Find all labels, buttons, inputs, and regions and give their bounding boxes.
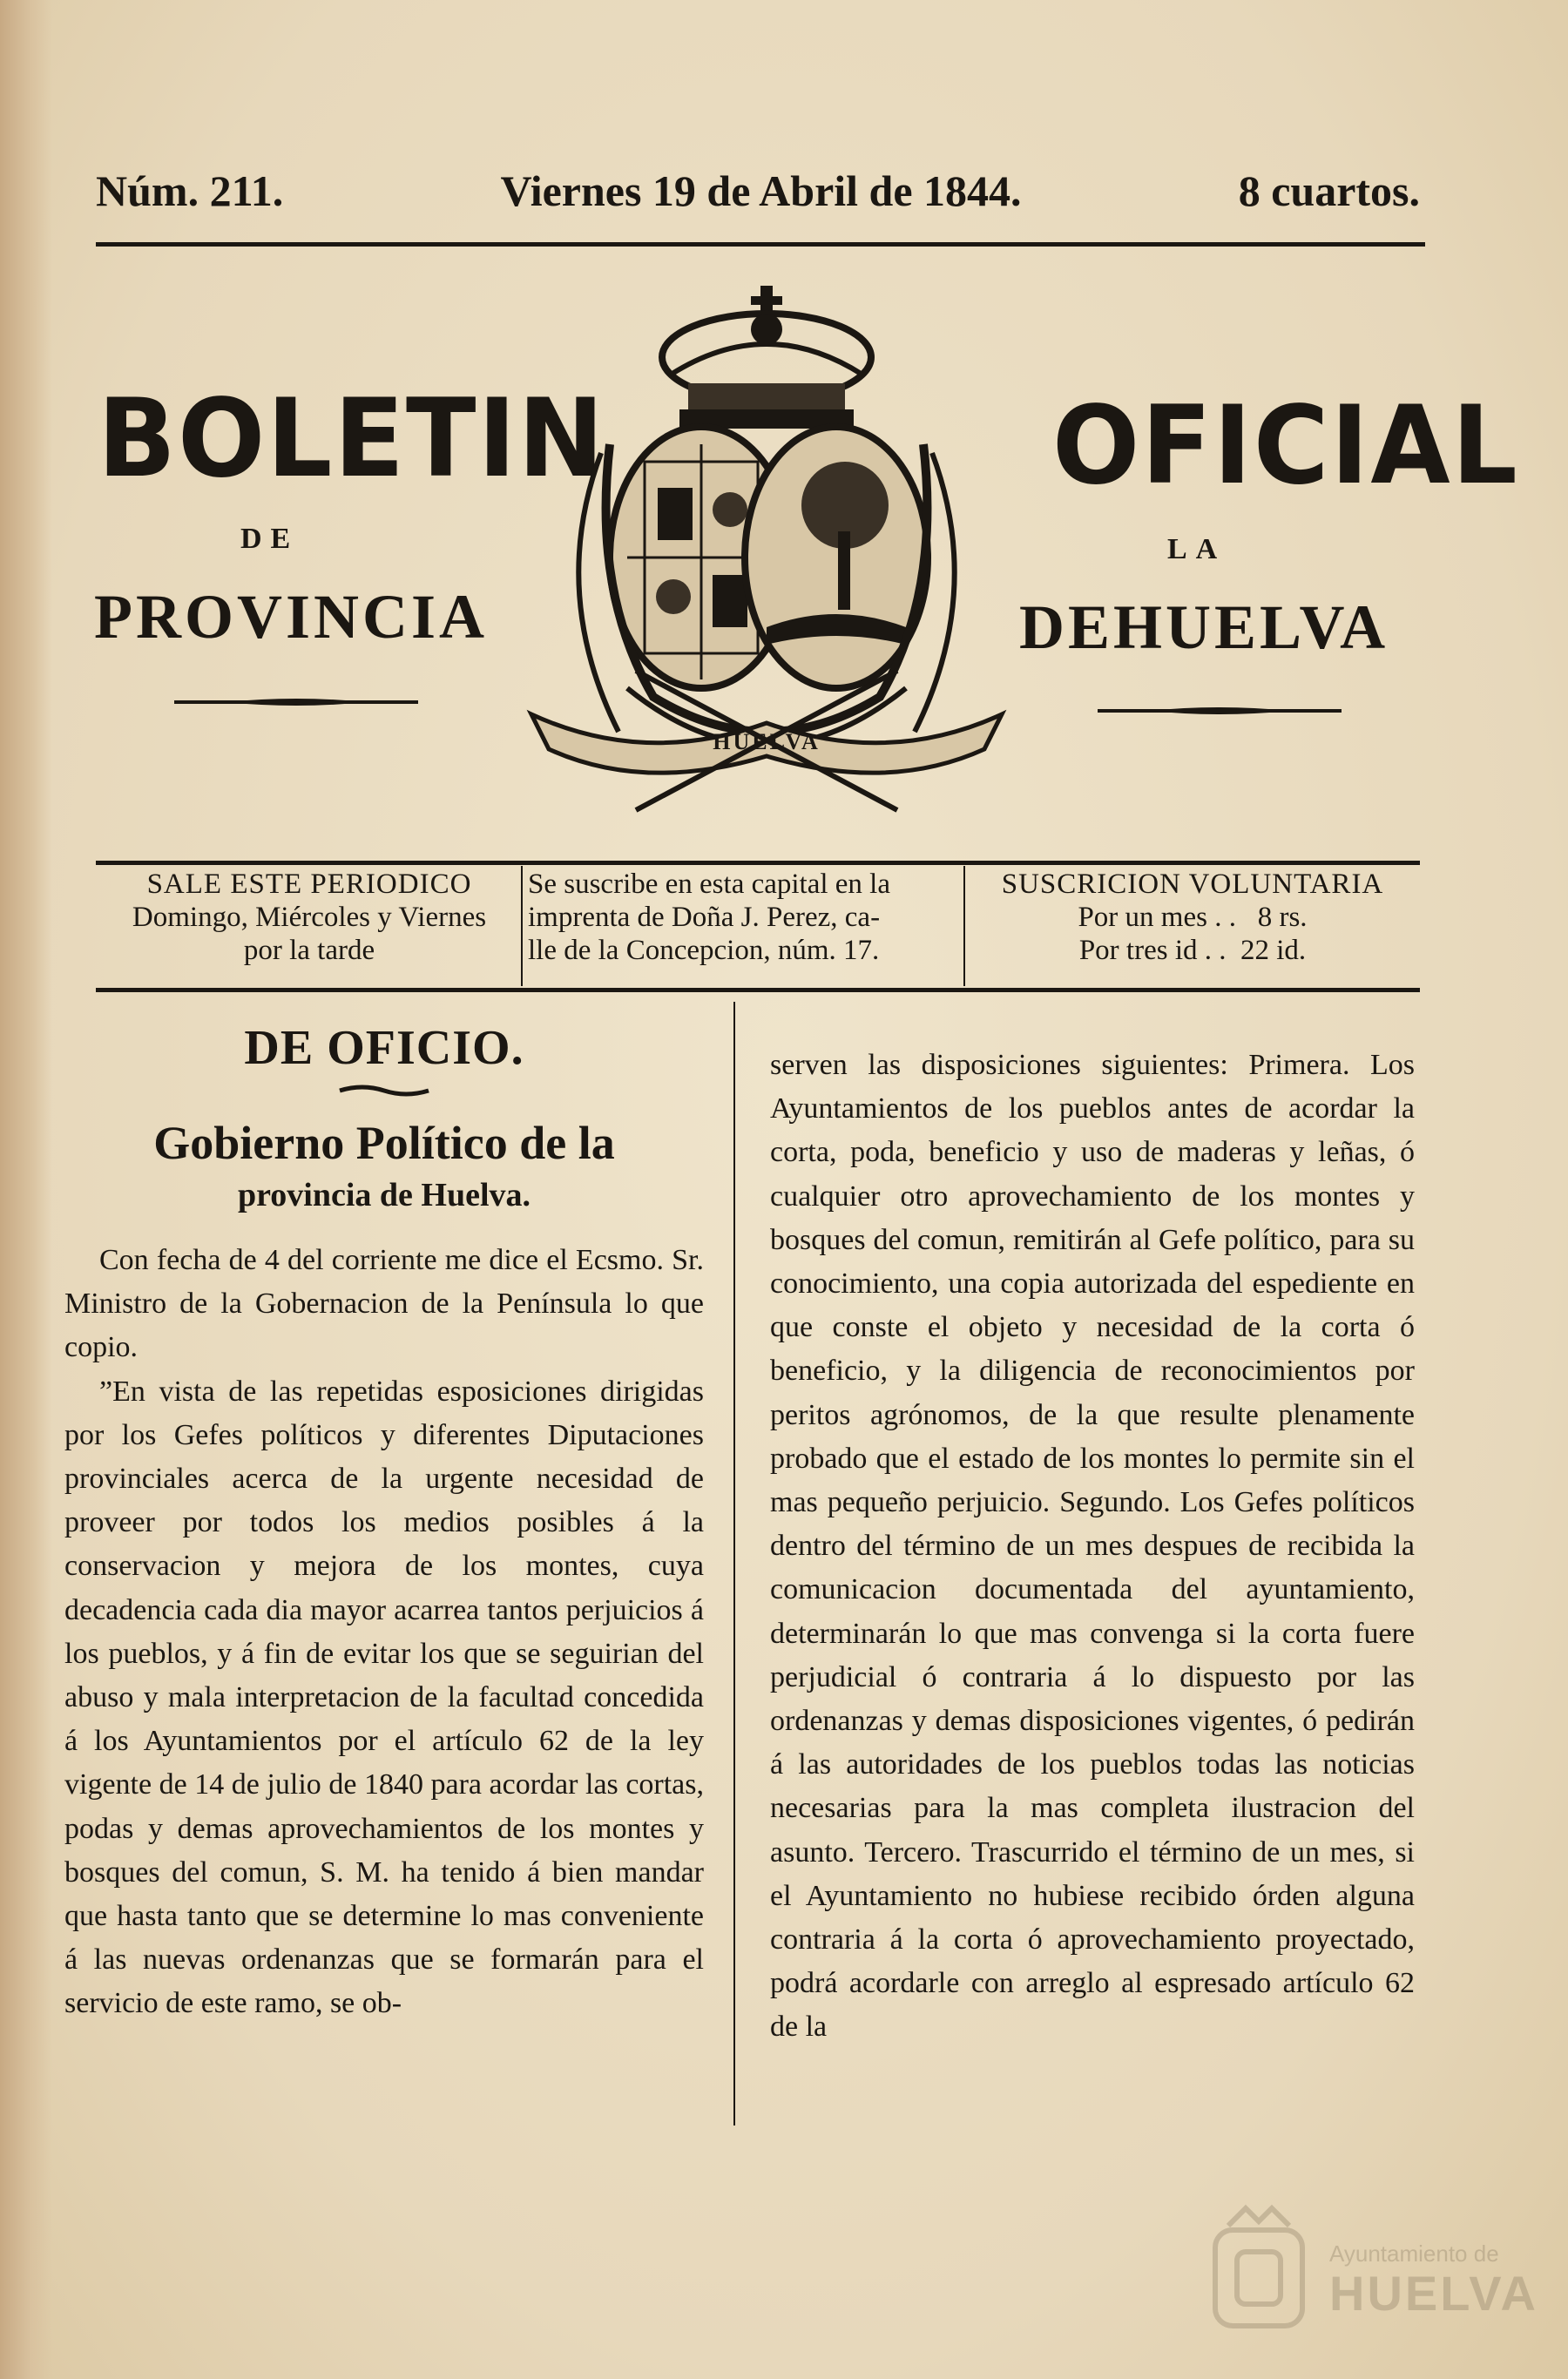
column-divider bbox=[733, 1002, 735, 2126]
masthead-la-right: LA bbox=[1167, 533, 1227, 565]
masthead-de-left: DE bbox=[240, 523, 300, 555]
section-title: DE OFICIO. bbox=[244, 1021, 524, 1075]
watermark-line-1: Ayuntamiento de bbox=[1329, 2240, 1499, 2267]
article-title: Gobierno Político de la bbox=[153, 1117, 615, 1169]
seal-label: HUELVA bbox=[713, 729, 821, 754]
archive-watermark bbox=[1202, 2204, 1538, 2343]
price-three-months: Por tres id . . 22 id. bbox=[1078, 935, 1307, 966]
info-bottom-rule bbox=[96, 988, 1420, 992]
paragraph: serven las disposiciones siguientes: Primera. Los Ayuntamientos de los pueblos antes de acordar la corta, poda, beneficio y uso de maderas y leñas, ó cualquier otro aprovechamiento de los montes y bosques del comun, remitirán al Gefe político, para su conocimiento, una copia autorizada del espediente en que conste el objeto y necesidad de la corta ó beneficio, y la diligencia de reconocimientos por peritos agrónomos, de la que resulte plenamente probado que el estado de los montes lo permite sin el mas pequeño perjuicio. Segundo. Los Gefes políticos dentro del término de un mes despues de recibida la comunicacion documentada del ayuntamiento, determinarán lo que mas convenga si la corta fuere perjudicial ó contraria á lo dispuesto por las ordenanzas y demas disposiciones vigentes, ó pedirán á las autoridades de los pueblos todas las noticias necesarias para la mas completa ilustracion del asunto. Tercero. Trascurrido el término de un mes, si el Ayuntamiento no hubiese recibido órden alguna contraria á la corta ó aprovechamiento proyectado, podrá acordarle con arreglo al espresado artículo 62 de la bbox=[770, 1049, 1415, 2044]
right-flourish bbox=[1098, 702, 1342, 720]
price-month: Por un mes . . 8 rs. bbox=[1078, 902, 1308, 933]
subscription-location bbox=[523, 866, 965, 986]
right-column bbox=[770, 1044, 1415, 2050]
paragraph: Con fecha de 4 del corriente me dice el Ecsmo. Sr. Ministro de la Gobernacion de la Península lo que copio. bbox=[64, 1244, 704, 1364]
subscription-info bbox=[98, 866, 1420, 986]
schedule-days: Domingo, Miércoles y Viernes bbox=[132, 902, 487, 933]
article-subtitle: provincia de Huelva. bbox=[237, 1177, 531, 1213]
header-rule bbox=[96, 242, 1425, 247]
coat-of-arms-icon bbox=[514, 279, 1019, 819]
issue-number: Núm. 211. bbox=[96, 166, 284, 215]
location-line-3: lle de la Concepcion, núm. 17. bbox=[528, 935, 880, 966]
issue-header bbox=[96, 166, 1420, 226]
info-top-rule bbox=[96, 861, 1420, 865]
paragraph: ”En vista de las repetidas esposiciones dirigidas por los Gefes políticos y diferentes Diputaciones provinciales acerca de la urgente necesidad de proveer por todos los medios posibles á la conservacion y mejora de los montes, cuya decadencia cada dia mayor acarrea tantos perjuicios á los pueblos, y á fin de evitar los que se seguirian del abuso y mala interpretacion de la facultad concedida á los Ayuntamientos por el artículo 62 de la ley vigente de 14 de julio de 1840 para acordar las cortas, podas y demas aprovechamientos de los montes y bosques del comun, S. M. ha tenido á bien mandar que hasta tanto que se determine lo mas conveniente á las nuevas ordenanzas que se formarán para el servicio de este ramo, se ob- bbox=[64, 1375, 704, 2020]
page-edge-shadow bbox=[0, 0, 52, 2379]
subscription-prices bbox=[965, 866, 1420, 986]
section-flourish bbox=[336, 1084, 432, 1098]
masthead-boletin: BOLETIN bbox=[98, 375, 606, 502]
city-seal-icon bbox=[1202, 2204, 1315, 2335]
issue-date: Viernes 19 de Abril de 1844. bbox=[500, 166, 1022, 215]
left-flourish bbox=[174, 693, 418, 711]
watermark-line-2: HUELVA bbox=[1329, 2266, 1538, 2321]
prices-heading: SUSCRICION VOLUNTARIA bbox=[1001, 868, 1384, 900]
schedule-heading: SALE ESTE PERIODICO bbox=[146, 868, 472, 900]
masthead-provincia: PROVINCIA bbox=[94, 582, 489, 652]
location-line-2: imprenta de Doña J. Perez, ca- bbox=[528, 902, 881, 933]
location-line-1: Se suscribe en esta capital en la bbox=[528, 868, 890, 900]
masthead-dehuelva: DEHUELVA bbox=[1019, 592, 1389, 662]
masthead-oficial: OFICIAL bbox=[1052, 382, 1519, 509]
left-column bbox=[64, 1017, 704, 2026]
issue-price: 8 cuartos. bbox=[1238, 166, 1420, 215]
schedule-time: por la tarde bbox=[243, 935, 375, 966]
publication-schedule bbox=[98, 866, 523, 986]
